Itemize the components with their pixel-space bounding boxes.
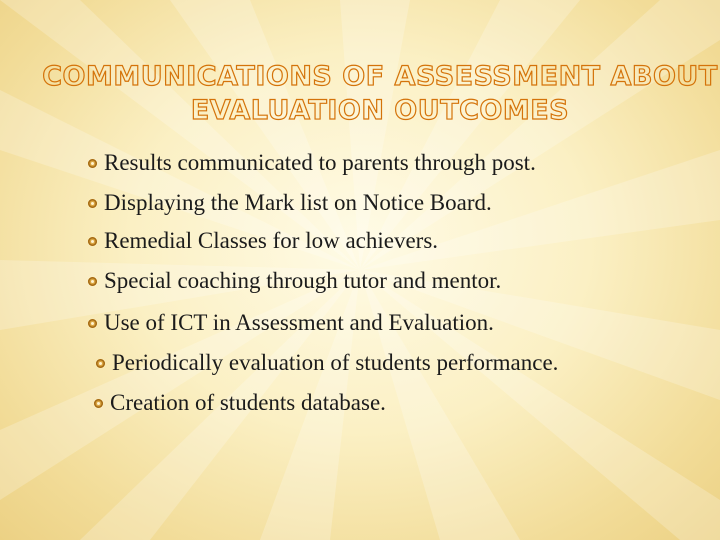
- round-bullet-icon: [96, 359, 105, 368]
- round-bullet-icon: [88, 199, 97, 208]
- round-bullet-icon: [88, 319, 97, 328]
- round-bullet-icon: [88, 277, 97, 286]
- bullet-item: [88, 310, 494, 336]
- bullet-item: [88, 150, 536, 176]
- bullet-item: [88, 190, 492, 216]
- bullet-text: Periodically evaluation of students performance.: [112, 350, 559, 375]
- bullet-text: Creation of students database.: [110, 390, 386, 415]
- bullet-text: Remedial Classes for low achievers.: [104, 228, 439, 253]
- bullet-item: [94, 390, 386, 416]
- bullet-item: [88, 228, 438, 254]
- round-bullet-icon: [94, 399, 103, 408]
- bullet-text: Use of ICT in Assessment and Evaluation.: [104, 310, 494, 335]
- slide-title-line-2: EVALUATION OUTCOMES: [190, 95, 570, 126]
- bullet-item: [88, 268, 501, 294]
- bullet-item: [96, 350, 558, 376]
- bullet-text: Special coaching through tutor and mentor.: [104, 268, 502, 293]
- bullet-text: Displaying the Mark list on Notice Board.: [104, 190, 492, 215]
- round-bullet-icon: [88, 159, 97, 168]
- round-bullet-icon: [88, 237, 97, 246]
- slide-title-line-1: COMMUNICATIONS OF ASSESSMENT ABOUT: [42, 61, 718, 92]
- bullet-text: Results communicated to parents through post.: [104, 150, 536, 175]
